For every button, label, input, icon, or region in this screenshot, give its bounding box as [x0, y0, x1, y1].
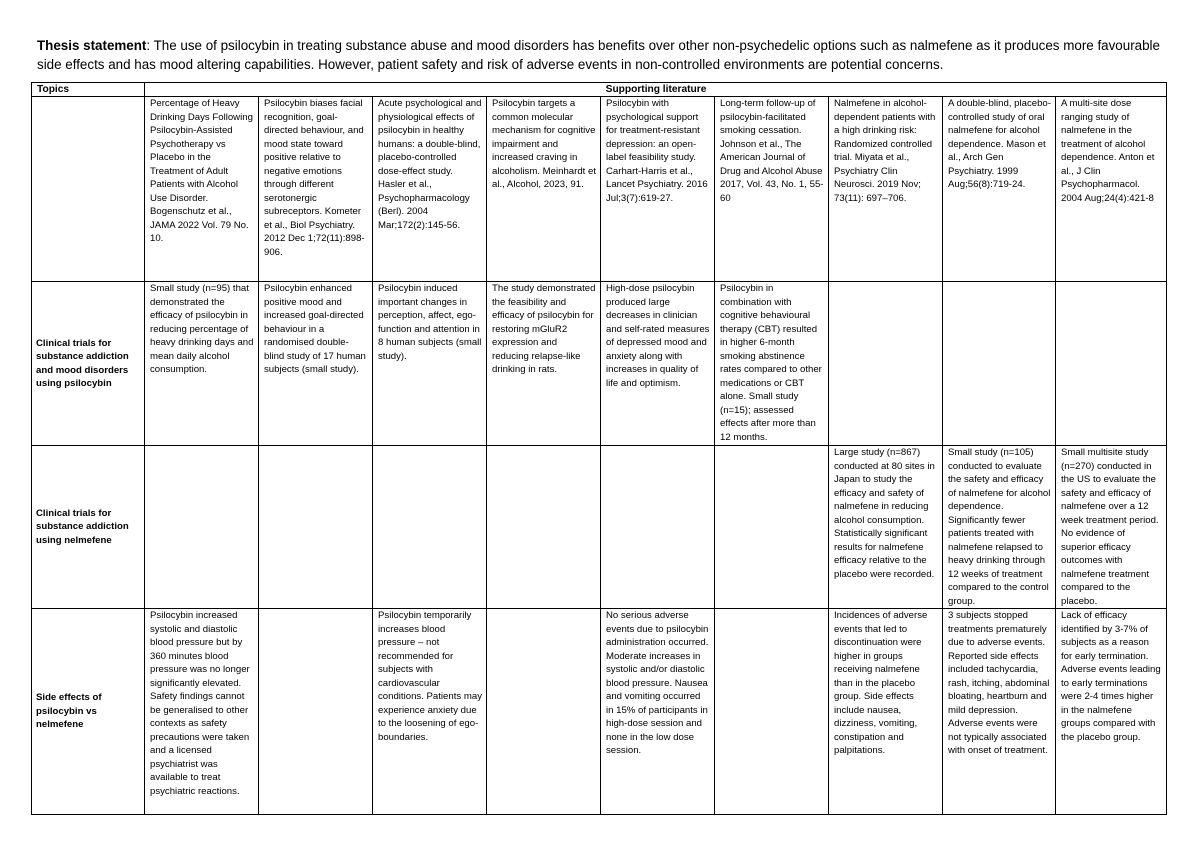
citation-cell: A double-blind, placebo-controlled study of oral nalmefene for alcohol dependence. Mason et al., Arch Gen Psychiatry. 1999 Aug;56(8):719-24.: [943, 97, 1056, 282]
finding-cell: [829, 282, 943, 446]
citation-cell: Psilocybin biases facial recognition, goal-directed behaviour, and mood state toward positive relative to negative emotions through different serotonergic subreceptors. Kometer et al., Biol Psychiatry. 2012 Dec 1;72(11):898-906.: [259, 97, 373, 282]
finding-cell: No serious adverse events due to psilocybin administration occurred. Moderate increases in systolic and/or diastolic blood pressure. Nausea and vomiting occurred in 15% of participants in high-dose session and none in the low dose session.: [601, 609, 715, 815]
finding-cell: [259, 609, 373, 815]
citation-cell: Percentage of Heavy Drinking Days Following Psilocybin-Assisted Psychotherapy vs Placebo in the Treatment of Adult Patients with Alcohol Use Disorder. Bogenschutz et al., JAMA 2022 Vol. 79 No. 10.: [145, 97, 259, 282]
citation-topic-cell: [32, 97, 145, 282]
thesis-label: Thesis statement: [37, 38, 147, 53]
finding-cell: Lack of efficacy identified by 3-7% of subjects as a reason for early termination. Adverse events leading to early terminations were 2-4 times higher in the nalmefene groups compared with the placebo group.: [1056, 609, 1167, 815]
finding-cell: Psilocybin enhanced positive mood and increased goal-directed behaviour in a randomised double-blind study of 17 human subjects (small study).: [259, 282, 373, 446]
thesis-statement: [37, 36, 1167, 74]
header-topics: Topics: [32, 83, 145, 97]
table-row-nalmefene-trials: [32, 446, 1167, 609]
finding-cell: [943, 282, 1056, 446]
finding-cell: 3 subjects stopped treatments prematurely due to adverse events. Reported side effects included tachycardia, rash, itching, abdominal bloating, heartburn and mild depression. Adverse events were not typically associated with onset of treatment.: [943, 609, 1056, 815]
citation-row: [32, 97, 1167, 282]
finding-cell: Incidences of adverse events that led to discontinuation were higher in groups receiving nalmefene than in the placebo group. Side effects include nausea, dizziness, vomiting, constipation and palpitations.: [829, 609, 943, 815]
citation-cell: Psilocybin with psychological support for treatment-resistant depression: an open-label feasibility study. Carhart-Harris et al., Lancet Psychiatry. 2016 Jul;3(7):619-27.: [601, 97, 715, 282]
finding-cell: Small multisite study (n=270) conducted in the US to evaluate the safety and efficacy of nalmefene over a 12 week treatment period. No evidence of superior efficacy outcomes with nalmefene treatment compared to the placebo.: [1056, 446, 1167, 609]
finding-cell: [601, 446, 715, 609]
literature-table: [31, 82, 1167, 815]
finding-cell: [1056, 282, 1167, 446]
citation-cell: Nalmefene in alcohol-dependent patients with a high drinking risk: Randomized controlled trial. Miyata et al., Psychiatry Clin Neurosci. 2019 Nov; 73(11): 697–706.: [829, 97, 943, 282]
citation-cell: Acute psychological and physiological effects of psilocybin in healthy humans: a double-blind, placebo-controlled dose-effect study. Hasler et al., Psychopharmacology (Berl). 2004 Mar;172(2):145-56.: [373, 97, 487, 282]
finding-cell: Small study (n=105) conducted to evaluate the safety and efficacy of nalmefene for alcohol dependence. Significantly fewer patients treated with nalmefene relapsed to heavy drinking through 12 weeks of treatment compared to the control group.: [943, 446, 1056, 609]
finding-cell: The study demonstrated the feasibility and efficacy of psilocybin for restoring mGluR2 expression and reducing relapse-like drinking in rats.: [487, 282, 601, 446]
citation-cell: Long-term follow-up of psilocybin-facilitated smoking cessation. Johnson et al., The American Journal of Drug and Alcohol Abuse 2017, Vol. 43, No. 1, 55-60: [715, 97, 829, 282]
finding-cell: High-dose psilocybin produced large decreases in clinician and self-rated measures of depressed mood and anxiety along with increases in quality of life and optimism.: [601, 282, 715, 446]
finding-cell: Small study (n=95) that demonstrated the efficacy of psilocybin in reducing percentage of heavy drinking days and mean daily alcohol consumption.: [145, 282, 259, 446]
finding-cell: Large study (n=867) conducted at 80 sites in Japan to study the efficacy and safety of nalmefene in reducing alcohol consumption. Statistically significant results for nalmefene efficacy relative to the placebo were recorded.: [829, 446, 943, 609]
header-supporting-literature: Supporting literature: [145, 83, 1167, 97]
finding-cell: Psilocybin in combination with cognitive behavioural therapy (CBT) resulted in higher 6-month smoking abstinence rates compared to other medications or CBT alone. Small study (n=15); assessed effects after more than 12 months.: [715, 282, 829, 446]
finding-cell: [487, 446, 601, 609]
citation-cell: A multi-site dose ranging study of nalmefene in the treatment of alcohol dependence. Anton et al., J Clin Psychopharmacol. 2004 Aug;24(4):421-8: [1056, 97, 1167, 282]
finding-cell: [373, 446, 487, 609]
topic-cell: Clinical trials for substance addiction and mood disorders using psilocybin: [32, 282, 145, 446]
thesis-text: : The use of psilocybin in treating substance abuse and mood disorders has benefits over other non-psychedelic options such as nalmefene as it produces more favourable side effects and has mood altering capabilities. However, patient safety and risk of adverse events in non-controlled environments are potential concerns.: [37, 38, 1160, 72]
finding-cell: Psilocybin temporarily increases blood pressure – not recommended for subjects with cardiovascular conditions. Patients may experience anxiety due to the loosening of ego-boundaries.: [373, 609, 487, 815]
table-row-side-effects: [32, 609, 1167, 815]
topic-cell: Side effects of psilocybin vs nelmefene: [32, 609, 145, 815]
finding-cell: [145, 446, 259, 609]
finding-cell: [487, 609, 601, 815]
finding-cell: [715, 609, 829, 815]
citation-cell: Psilocybin targets a common molecular mechanism for cognitive impairment and increased craving in alcoholism. Meinhardt et al., Alcohol, 2023, 91.: [487, 97, 601, 282]
finding-cell: Psilocybin increased systolic and diastolic blood pressure but by 360 minutes blood pressure was no longer significantly elevated. Safety findings cannot be generalised to other contexts as safety precautions were taken and a licensed psychiatrist was available to treat psychiatric reactions.: [145, 609, 259, 815]
finding-cell: [715, 446, 829, 609]
finding-cell: [259, 446, 373, 609]
table-row-psilocybin-trials: [32, 282, 1167, 446]
table-header-row: [32, 83, 1167, 97]
topic-cell: Clinical trials for substance addiction using nelmefene: [32, 446, 145, 609]
finding-cell: Psilocybin induced important changes in perception, affect, ego-function and attention in 8 human subjects (small study).: [373, 282, 487, 446]
